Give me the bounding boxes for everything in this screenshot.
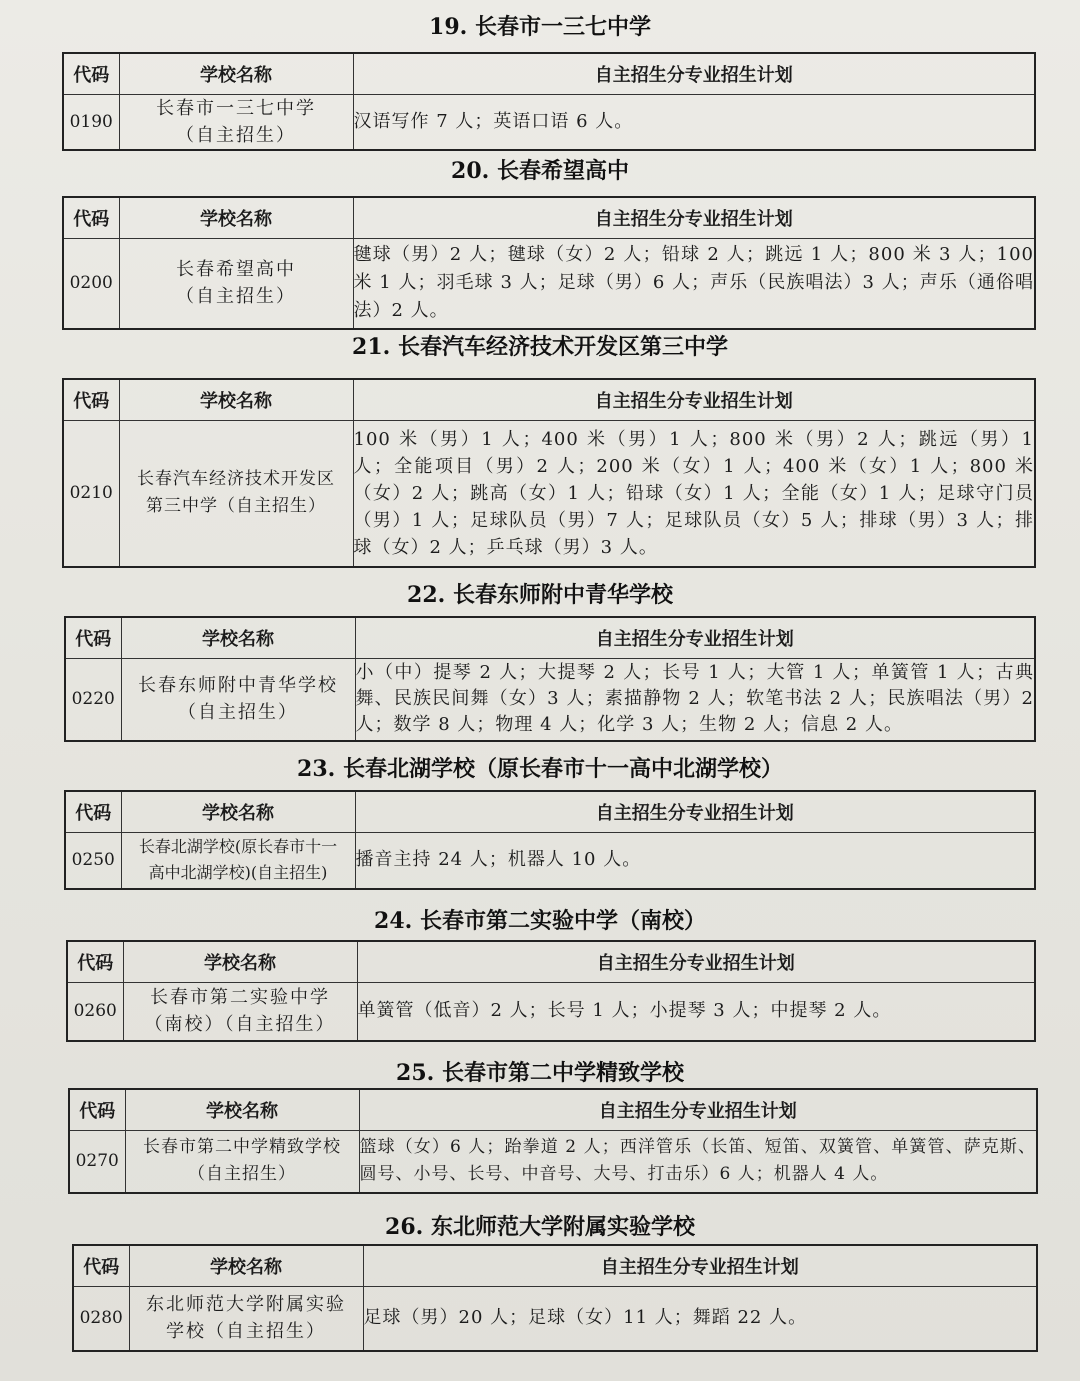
school-name xyxy=(125,1131,359,1193)
section-title: 20. 长春希望高中 xyxy=(451,158,629,184)
school-name-line2: （自主招生） xyxy=(176,286,296,308)
plan-table xyxy=(72,1244,1038,1352)
header-code: 代码 xyxy=(69,1089,125,1131)
header-school: 学校名称 xyxy=(129,1245,363,1287)
school-name-line1: 东北师范大学附属实验 xyxy=(146,1294,346,1316)
header-plan: 自主招生分专业招生计划 xyxy=(353,53,1035,95)
school-name-line2: （自主招生） xyxy=(178,702,298,724)
school-name-line1: 长春东师附中青华学校 xyxy=(138,675,338,697)
school-name xyxy=(121,833,355,889)
header-code: 代码 xyxy=(63,197,119,239)
school-code: 0250 xyxy=(65,833,121,889)
header-plan: 自主招生分专业招生计划 xyxy=(353,197,1035,239)
school-name-line2: 高中北湖学校)(自主招生) xyxy=(148,863,328,883)
header-school: 学校名称 xyxy=(123,941,357,983)
header-plan: 自主招生分专业招生计划 xyxy=(363,1245,1037,1287)
plan-text: 足球（男）20 人；足球（女）11 人；舞蹈 22 人。 xyxy=(363,1287,1037,1351)
header-plan: 自主招生分专业招生计划 xyxy=(355,791,1035,833)
school-code: 0260 xyxy=(67,983,123,1041)
plan-table xyxy=(64,790,1036,890)
school-code: 0200 xyxy=(63,239,119,329)
school-name-line1: 长春市第二中学精致学校 xyxy=(143,1137,341,1158)
header-code: 代码 xyxy=(65,791,121,833)
header-school: 学校名称 xyxy=(119,379,353,421)
header-code: 代码 xyxy=(63,379,119,421)
section-title: 23. 长春北湖学校（原长春市十一高中北湖学校） xyxy=(297,756,783,782)
section-title: 26. 东北师范大学附属实验学校 xyxy=(385,1214,695,1240)
header-school: 学校名称 xyxy=(125,1089,359,1131)
school-name-line1: 长春希望高中 xyxy=(176,259,296,281)
section-title: 24. 长春市第二实验中学（南校） xyxy=(374,908,706,934)
school-name xyxy=(123,983,357,1041)
plan-text: 小（中）提琴 2 人；大提琴 2 人；长号 1 人；大管 1 人；单簧管 1 人；古典舞、民族民间舞（女）3 人；素描静物 2 人；软笔书法 2 人；民族唱法（男）2 人；数学 8 人；物理 4 人；化学 3 人；生物 2 人；信息 2 人。 xyxy=(355,659,1035,741)
plan-text: 单簧管（低音）2 人；长号 1 人；小提琴 3 人；中提琴 2 人。 xyxy=(357,983,1035,1041)
header-school: 学校名称 xyxy=(119,53,353,95)
school-name-line1: 长春汽车经济技术开发区 xyxy=(137,469,335,490)
header-school: 学校名称 xyxy=(119,197,353,239)
header-plan: 自主招生分专业招生计划 xyxy=(355,617,1035,659)
section-title: 19. 长春市一三七中学 xyxy=(429,14,651,40)
header-code: 代码 xyxy=(65,617,121,659)
school-name xyxy=(119,421,353,567)
header-plan: 自主招生分专业招生计划 xyxy=(359,1089,1037,1131)
plan-text: 篮球（女）6 人；跆拳道 2 人；西洋管乐（长笛、短笛、双簧管、单簧管、萨克斯、圆号、小号、长号、中音号、大号、打击乐）6 人；机器人 4 人。 xyxy=(359,1131,1037,1193)
header-code: 代码 xyxy=(67,941,123,983)
plan-table xyxy=(66,940,1036,1042)
school-code: 0220 xyxy=(65,659,121,741)
plan-table xyxy=(62,196,1036,330)
school-code: 0270 xyxy=(69,1131,125,1193)
school-name-line2: （南校）（自主招生） xyxy=(144,1014,336,1036)
school-name xyxy=(129,1287,363,1351)
header-plan: 自主招生分专业招生计划 xyxy=(353,379,1035,421)
header-school: 学校名称 xyxy=(121,791,355,833)
school-name-line2: （自主招生） xyxy=(176,125,296,146)
header-plan: 自主招生分专业招生计划 xyxy=(357,941,1035,983)
section-title: 22. 长春东师附中青华学校 xyxy=(407,582,673,608)
school-name-line1: 长春北湖学校(原长春市十一 xyxy=(138,837,338,857)
school-name-line2: 第三中学（自主招生） xyxy=(146,496,326,517)
school-name-line2: 学校（自主招生） xyxy=(166,1321,326,1343)
school-name-line1: 长春市一三七中学 xyxy=(156,98,316,119)
plan-text: 毽球（男）2 人；毽球（女）2 人；铅球 2 人；跳远 1 人；800 米 3 人；100 米 1 人；羽毛球 3 人；足球（男）6 人；声乐（民族唱法）3 人；声乐（通俗唱法）2 人。 xyxy=(353,239,1035,329)
school-code: 0190 xyxy=(63,95,119,151)
header-school: 学校名称 xyxy=(121,617,355,659)
plan-table xyxy=(64,616,1036,742)
header-code: 代码 xyxy=(63,53,119,95)
section-title: 21. 长春汽车经济技术开发区第三中学 xyxy=(352,334,728,360)
plan-text: 播音主持 24 人；机器人 10 人。 xyxy=(355,833,1035,889)
plan-table xyxy=(62,52,1036,151)
school-name xyxy=(119,95,353,151)
school-name xyxy=(121,659,355,741)
header-code: 代码 xyxy=(73,1245,129,1287)
plan-text: 汉语写作 7 人；英语口语 6 人。 xyxy=(353,95,1035,151)
school-name-line2: （自主招生） xyxy=(188,1164,296,1185)
plan-table xyxy=(62,378,1036,568)
school-name xyxy=(119,239,353,329)
plan-table xyxy=(68,1088,1038,1194)
school-code: 0210 xyxy=(63,421,119,567)
school-code: 0280 xyxy=(73,1287,129,1351)
plan-text: 100 米（男）1 人；400 米（男）1 人；800 米（男）2 人；跳远（男）1 人；全能项目（男）2 人；200 米（女）1 人；400 米（女）1 人；800 米（女）2 人；跳高（女）1 人；铅球（女）1 人；全能（女）1 人；足球守门员（男）1 人；足球队员（男）7 人；足球队员（女）5 人；排球（男）3 人；排球（女）2 人；乒乓球（男）3 人。 xyxy=(353,421,1035,567)
school-name-line1: 长春市第二实验中学 xyxy=(150,987,330,1009)
section-title: 25. 长春市第二中学精致学校 xyxy=(396,1060,684,1086)
